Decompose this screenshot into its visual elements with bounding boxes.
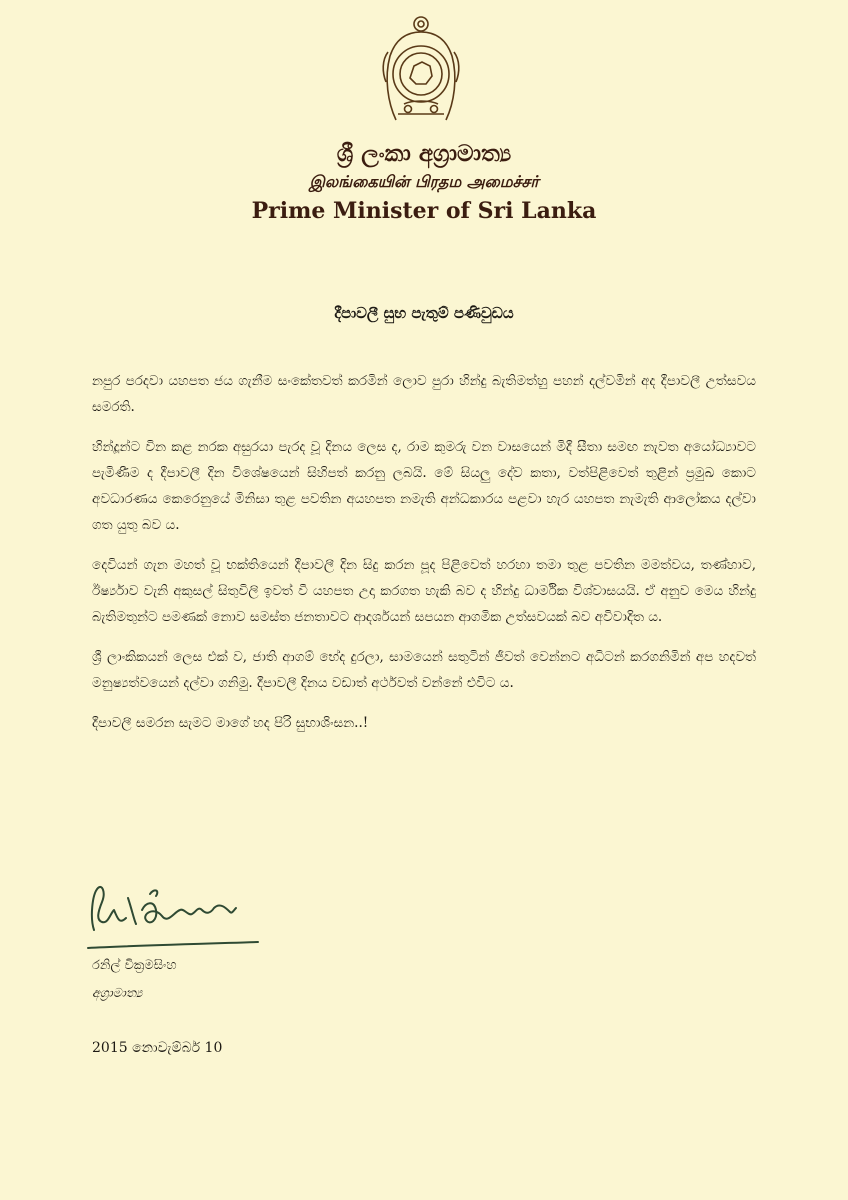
signer-name: රනිල් වික්‍රමසිංහ bbox=[92, 958, 177, 973]
letterhead-title-english: Prime Minister of Sri Lanka bbox=[251, 198, 597, 224]
message-paragraph: හින්දූන්ට වින කළ නරක අසුරයා පැරද වූ දිනය ලෙස ද, රාම කුමරු වන වාසයෙන් මිදී සීතා සමඟ නැවත අයෝධ්‍යාවට පැමිණීම ද දීපාවලී දින විශේෂයෙන් සිහිපත් කරනු ලබයි. මේ සියලු දේව කතා, වත්පිළිවෙත් තුළින් ප්‍රමුඛ කොට අවධාරණය කෙරෙනුයේ මිනිසා තුළ පවතින අයහපත නමැති අන්ධකාරය පළවා හැර යහපත නැමැති ආලෝකය දල්වා ගත යුතු බව ය. bbox=[92, 439, 756, 533]
message-paragraph: දෙවියන් ගැන මහත් වූ භක්තියෙන් දීපාවලී දින සිදු කරන පූද පිළිවෙත් හරහා තමා තුළ පවතින මමත්වය, තණ්හාව, ඊර්ෂ්‍යාව වැනි අකුසල් සිතුවිලි ඉවත් වී යහපත උදා කරගත හැකි බව ද හින්දු ධාර්මික විශ්වාසයයි. ඒ අනුව මෙය හින්දු බැතිමතුන්ට පමණක් නොව සමස්ත ජනතාවට ආදර්ශයන් සපයන ආගමික උත්සවයක් බව අවිවාදිත ය. bbox=[92, 557, 756, 625]
sri-lanka-emblem bbox=[378, 8, 464, 126]
signer-title: අග්‍රාමාත්‍ය bbox=[92, 985, 143, 1000]
message-paragraph: ශ්‍රී ලාංකිකයන් ලෙස එක් ව, ජාති ආගම් භේද දුරලා, සාමයෙන් සතුටින් ජීවත් වෙන්නට අධිටන් කරගනිමින් අප හදවත් මනුෂ්‍යත්වයෙන් දල්වා ගනිමු. දීපාවලී දිනය වඩාත් අර්ථවත් වන්නේ එවිට ය. bbox=[92, 649, 756, 691]
message-title: දීපාවලී සුභ පැතුම් පණිවුඩය bbox=[334, 304, 514, 322]
message-body bbox=[92, 368, 756, 750]
letterhead-title-sinhala: ශ්‍රී ලංකා අග්‍රාමාත්‍ය bbox=[336, 140, 512, 167]
message-paragraph: නපුර පරදවා යහපත ජය ගැනීම සංකේතවත් කරමින් ලොව පුරා හින්දු බැතිමත්හු පහන් දල්වමින් අද දීපාවලී උත්සවය සමරති. bbox=[92, 373, 756, 415]
letterhead-title-tamil: இலங்கையின் பிரதம அமைச்சர் bbox=[309, 172, 539, 191]
message-closing: දීපාවලී සමරන සැමට මාගේ හද පිරි සුභාශිංසන..! bbox=[92, 715, 369, 731]
handwritten-signature bbox=[84, 880, 264, 960]
letter-date: 2015 නොවැම්බර් 10 bbox=[92, 1040, 223, 1056]
